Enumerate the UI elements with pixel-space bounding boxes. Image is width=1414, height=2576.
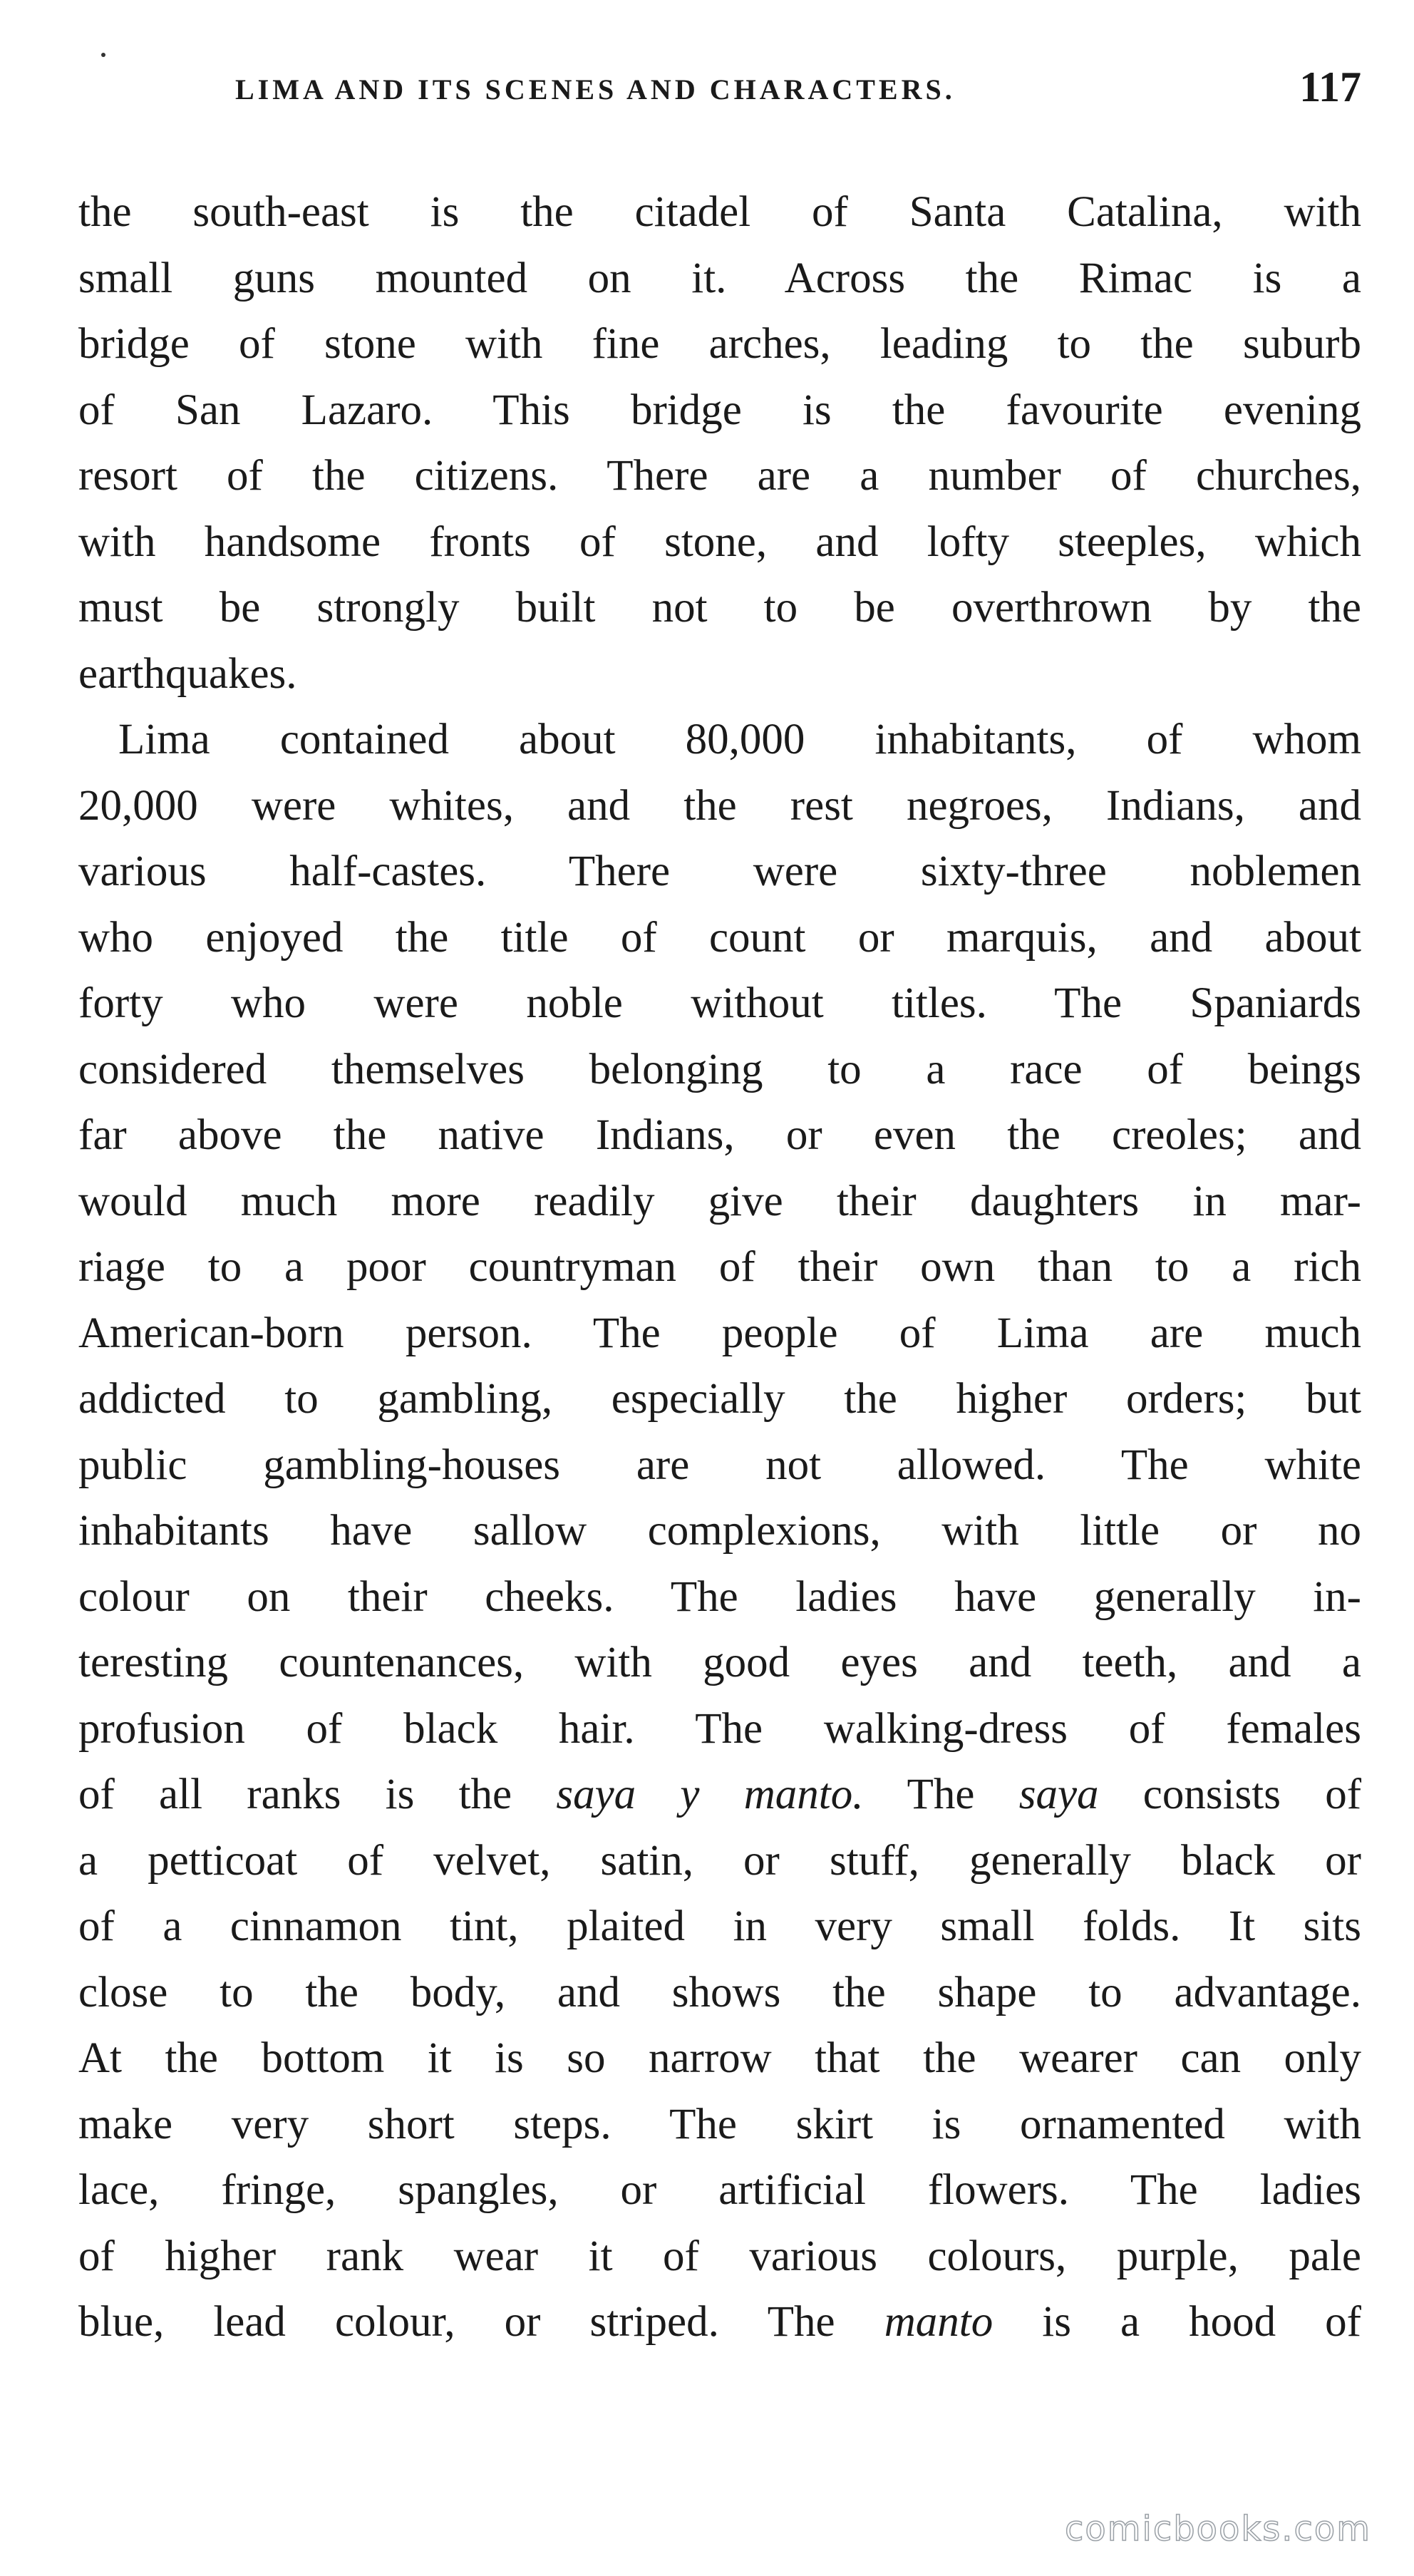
italic-text: saya [1018,1771,1099,1818]
text-segment: forty who were noble without titles. The Spaniards [78,979,1361,1027]
italic-text: manto [884,2298,994,2346]
text-segment: must be strongly built not to be overthrown by the [78,584,1361,632]
text-segment: public gambling-houses are not allowed. The white [78,1441,1361,1489]
text-segment: a petticoat of velvet, satin, or stuff, generally black or [78,1836,1361,1885]
text-line [78,1630,1361,1696]
text-segment: of higher rank wear it of various colours, purple, pale [78,2232,1361,2280]
text-segment: colour on their cheeks. The ladies have generally in- [78,1572,1361,1621]
text-segment: of all ranks is the [78,1771,557,1818]
text-line [78,1762,1361,1828]
text-line [78,311,1361,378]
text-line [78,971,1361,1037]
text-line [78,707,1361,773]
text-segment: lace, fringe, spangles, or artificial flowers. The ladies [78,2166,1361,2214]
text-line [78,246,1361,312]
text-line [78,2158,1361,2224]
text-line [78,180,1361,246]
text-line [78,2026,1361,2092]
watermark: comicbooks.com [1064,2509,1371,2549]
text-segment: is a hood of [993,2298,1361,2346]
text-line [78,1433,1361,1499]
text-segment: with handsome fronts of stone, and lofty steeples, which [78,517,1361,566]
text-segment: various half-castes. There were sixty-three noblemen [78,847,1361,895]
text-segment: At the bottom it is so narrow that the wearer can only [78,2034,1361,2082]
text-line [78,510,1361,576]
text-line [78,1565,1361,1631]
text-segment: bridge of stone with fine arches, leading to the suburb [78,320,1361,368]
text-segment: far above the native Indians, or even the creoles; and [78,1111,1361,1159]
text-line [78,1960,1361,2026]
page-number: 117 [1299,63,1361,110]
text-segment: of a cinnamon tint, plaited in very small folds. It sits [78,1902,1361,1950]
text-segment: make very short steps. The skirt is ornamented with [78,2100,1361,2148]
text-line [78,905,1361,972]
text-line [78,1103,1361,1169]
text-line [78,443,1361,510]
text-line [78,1894,1361,1960]
text-line [78,2092,1361,2158]
text-segment: riage to a poor countryman of their own than to a rich [78,1243,1361,1291]
ink-speck [101,53,105,57]
text-line [78,1498,1361,1565]
text-segment: Lima contained about 80,000 inhabitants, of whom [118,716,1361,763]
text-segment: small guns mounted on it. Across the Rimac is a [78,254,1361,302]
text-line [78,1235,1361,1301]
text-segment: The [863,1771,1019,1818]
text-line [78,642,1361,708]
text-line [78,378,1361,444]
text-line [78,1169,1361,1235]
text-line [78,839,1361,905]
body-text [78,180,1361,2356]
text-segment: of San Lazaro. This bridge is the favourite evening [78,386,1361,434]
text-line [78,1301,1361,1367]
text-line [78,1828,1361,1895]
text-segment: the south-east is the citadel of Santa Catalina, with [78,188,1361,236]
text-line [78,2224,1361,2290]
text-line [78,773,1361,840]
text-segment: blue, lead colour, or striped. The [78,2298,884,2346]
text-segment: earthquakes. [78,649,297,698]
text-segment: American-born person. The people of Lima are much [78,1309,1361,1357]
text-segment: teresting countenances, with good eyes and teeth, and a [78,1639,1361,1686]
text-segment: 20,000 were whites, and the rest negroes, Indians, and [78,781,1361,830]
text-line [78,1366,1361,1433]
text-segment: profusion of black hair. The walking-dress of females [78,1704,1361,1753]
text-line [78,575,1361,642]
running-head: LIMA AND ITS SCENES AND CHARACTERS. [235,73,956,105]
text-line [78,1696,1361,1763]
text-line [78,1037,1361,1103]
text-segment: close to the body, and shows the shape to advantage. [78,1968,1361,2016]
text-segment: resort of the citizens. There are a number of churches, [78,452,1361,500]
text-segment: considered themselves belonging to a race of beings [78,1045,1361,1093]
page-header [235,63,1361,127]
text-segment: consists of [1098,1771,1362,1818]
text-segment: who enjoyed the title of count or marquis, and about [78,913,1361,962]
italic-text: saya y manto. [556,1771,864,1818]
text-line [78,2289,1361,2356]
text-segment: would much more readily give their daughters in mar- [78,1177,1361,1225]
text-segment: addicted to gambling, especially the higher orders; but [78,1375,1361,1423]
text-segment: inhabitants have sallow complexions, with little or no [78,1507,1361,1555]
